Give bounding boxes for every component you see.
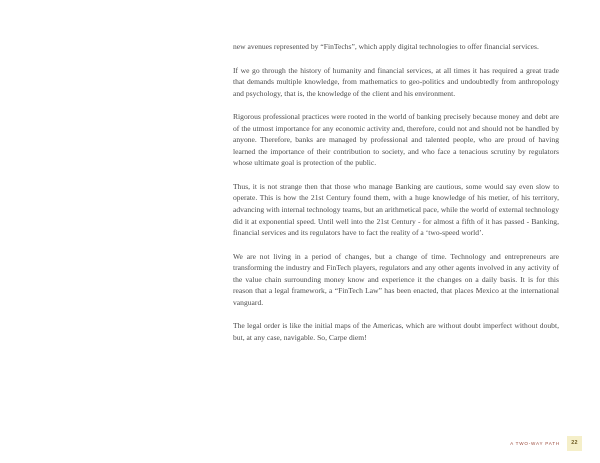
page-footer xyxy=(510,436,582,451)
paragraph: If we go through the history of humanity and financial services, at all times it has required a great trade that demands multiple knowledge, from mathematics to geo-politics and undoubtedly from anthropology and psychology, that is, the knowledge of the client and his environment. xyxy=(233,65,559,98)
page-number-badge: 22 xyxy=(567,436,582,451)
paragraph: The legal order is like the initial maps of the Americas, which are without doubt imperfect without doubt, but, at any case, navigable. So, Carpe diem! xyxy=(233,321,559,342)
running-title: A TWO-WAY PATH xyxy=(510,441,560,446)
paragraph: Rigorous professional practices were rooted in the world of banking precisely because money and debt are of the utmost importance for any economic activity and, therefore, could not and should not be handled by anyone. Therefore, banks are managed by professional and talented people, who are proud of having learned the importance of their contribution to society, and who face a tenacious scrutiny by regulators whose ultimate goal is protection of the public. xyxy=(233,112,559,168)
paragraph: Thus, it is not strange then that those who manage Banking are cautious, some would say even slow to operate. This is how the 21st Century found them, with a huge knowledge of his metier, of his territory, advancing with internal technology teams, but an arithmetical pace, while the world of external technology did it at exponential speed. Until well into the 21st Century - for almost a fifth of it has passed - Banking, financial services and its regulators have to fact the reality of a ‘two-speed world’. xyxy=(233,181,559,238)
paragraph: We are not living in a period of changes, but a change of time. Technology and entrepreneurs are transforming the industry and FinTech players, regulators and any other agents involved in any activity of the value chain surrounding money know and experience it the changes on a daily basis. It is for this reason that a legal framework, a “FinTech Law” has been enacted, that places Mexico at the international vanguard. xyxy=(233,251,559,307)
paragraph: new avenues represented by “FinTechs”, which apply digital technologies to offer financial services. xyxy=(233,42,539,51)
body-text-column xyxy=(233,41,559,343)
